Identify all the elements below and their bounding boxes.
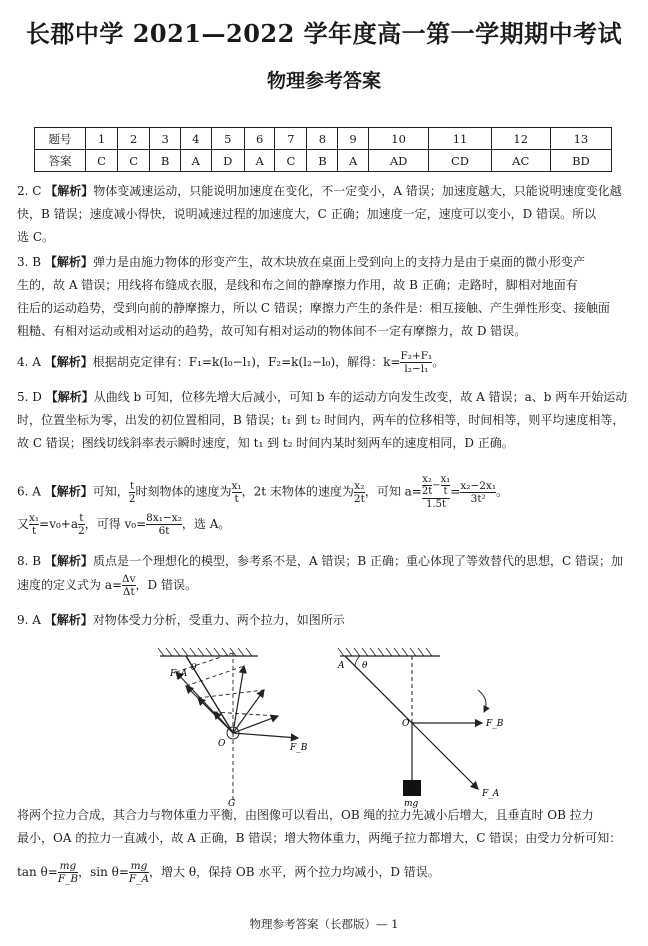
text: 粗糙、有相对运动或相对运动的趋势，故可知有相对运动的物体间不一定有摩擦力，故 D 错误。 <box>17 324 527 338</box>
answer-cell: A <box>338 150 368 172</box>
force-diagram <box>0 638 648 808</box>
answer-6-line-1: 6. A 【解析】可知， $\frac{t}{2}$ 时刻物体的速度为 $\frac{\text{x₁}}{t}$ ，2t 末物体的速度为 $\frac{\text{x₂}}{2t}$ ，可知 a= $\frac{\text{x₂}}{2t}$ − $\frac{\text{x₁}}{t}$ 1.5t = $\frac{\text{x₂−2x₁}}{\text{3t²}}$ 。 <box>17 474 509 510</box>
answer-table <box>34 127 612 172</box>
text: 快，B 错误；速度减小得快，说明减速过程的加速度大，C 正确；加速度一定，速度可以变小，D 错误。所以 <box>17 207 597 221</box>
question-number-cell: 2 <box>118 128 150 150</box>
answer-5: 5. D 【解析】从曲线 b 可知，位移先增大后减小，可知 b 车的运动方向发生改变，故 A 错误；a、b 两车开始运动 时，位置坐标为零，出发的初位置相同，B 错误；t₁ 到 t₂ 时间内，两车的位移相等，时间相等，则平均速度相等， 故 C 错误；图线切线斜率表示瞬时速度，知 t₁ 到 t₂ 时间内某时刻两车的速度相同，D 正确。 <box>17 390 628 450</box>
question-number-cell: 1 <box>86 128 118 150</box>
question-number-cell: 5 <box>211 128 244 150</box>
row-label: 题号 <box>35 128 86 150</box>
label-fb: F_B <box>290 743 308 753</box>
answer-9-line-3: tan θ= $\frac{mg}{F\_B}$ ，sin θ= $\frac{mg}{F\_A}$ ，增大 θ，保持 OB 水平，两个拉力均减小，D 错误。 <box>17 860 440 885</box>
page-subtitle: 物理参考答案 <box>266 70 381 92</box>
answer-cell: C <box>275 150 307 172</box>
answer-cell: A <box>244 150 274 172</box>
fraction: $\frac{\text{F₂+F₁}}{\text{l₂−l₁}}$ <box>400 350 433 375</box>
question-number: 2. C <box>17 184 42 198</box>
question-number-cell: 13 <box>550 128 611 150</box>
table-row <box>35 128 612 150</box>
answer-cell: C <box>118 150 150 172</box>
label-fa: F_A <box>482 789 500 799</box>
answer-cell: AC <box>491 150 550 172</box>
answer-cell: C <box>86 150 118 172</box>
question-number-cell: 7 <box>275 128 307 150</box>
answer-9-intro: 9. A 【解析】对物体受力分析，受重力、两个拉力，如图所示 <box>17 613 345 627</box>
answer-9-body: 将两个拉力合成，其合力与物体重力平衡，由图像可以看出，OB 绳的拉力先减小后增大，且垂直时 OB 拉力 最小，OA 的拉力一直减小，故 A 正确，B 错误；增大物体重力，两绳子拉力都增大，C 错误；由受力分析可知： <box>17 808 622 845</box>
answer-6-line-2: 又 $\frac{\text{x₁}}{t}$ =v₀+a $\frac{t}{2}$ ，可得 v₀= $\frac{\text{8x₁−x₂}}{6t}$ ，选 A。 <box>17 512 231 537</box>
label-fb: F_B <box>486 719 504 729</box>
question-number-cell: 12 <box>491 128 550 150</box>
question-number-cell: 11 <box>429 128 491 150</box>
analysis-tag: 【解析】 <box>44 255 93 269</box>
text: 选 C。 <box>17 230 54 244</box>
label-theta: θ <box>362 661 368 671</box>
page-title: 长郡中学 2021—2022 学年度高一第一学期期中考试 <box>25 19 623 48</box>
text: 物体变减速运动，只能说明加速度在变化，不一定变小，A 错误；加速度越大，只能说明速度变化越 <box>93 184 622 198</box>
text: 往后的运动趋势，受到向前的静摩擦力，所以 C 错误；摩擦力产生的条件是：相互接触、产生弹性形变、接触面 <box>17 301 610 315</box>
label-o: O <box>402 719 410 729</box>
row-label: 答案 <box>35 150 86 172</box>
question-number-cell: 10 <box>368 128 429 150</box>
answer-cell: D <box>211 150 244 172</box>
answer-2 <box>17 180 633 249</box>
question-number-cell: 9 <box>338 128 368 150</box>
answer-3 <box>17 251 633 343</box>
answer-cell: B <box>307 150 338 172</box>
answer-cell: BD <box>550 150 611 172</box>
question-number: 3. B <box>17 255 42 269</box>
answer-cell: B <box>150 150 181 172</box>
answer-4: 4. A 【解析】根据胡克定律有：F₁=k(l₀−l₁)，F₂=k(l₂−l₀)，解得：k= $\frac{\text{F₂+F₁}}{\text{l₂−l₁}}$ 。 <box>17 350 445 375</box>
question-number-cell: 4 <box>181 128 211 150</box>
left-diagram <box>158 648 308 808</box>
label-theta: θ <box>191 663 197 673</box>
table-row <box>35 150 612 172</box>
label-fa: F_A <box>170 669 188 679</box>
label-g: G <box>228 799 236 808</box>
analysis-tag: 【解析】 <box>45 184 94 198</box>
text: 弹力是由施力物体的形变产生，故木块放在桌面上受到向上的支持力是由于桌面的微小形变产 <box>92 255 585 269</box>
question-number-cell: 6 <box>244 128 274 150</box>
question-number-cell: 3 <box>150 128 181 150</box>
answer-cell: AD <box>368 150 429 172</box>
label-mg: mg <box>404 799 419 808</box>
label-a: A <box>338 661 345 671</box>
page-footer: 物理参考答案（长郡版）— 1 <box>249 917 399 931</box>
label-o: O <box>218 739 226 749</box>
answer-cell: CD <box>429 150 491 172</box>
text: 生的，故 A 错误；用线将布缝成衣服，是线和布之间的静摩擦力作用，故 B 正确；走路时，脚相对地面有 <box>17 278 578 292</box>
answer-cell: A <box>181 150 211 172</box>
question-number-cell: 8 <box>307 128 338 150</box>
answer-8: 8. B 【解析】质点是一个理想化的模型，参考系不是，A 错误；B 正确；重心体现了等效替代的思想，C 错误；加 速度的定义式为 a= $\frac{\Delta v}{\Delta t}$ ，D 错误。 <box>17 554 624 598</box>
right-diagram <box>337 648 504 808</box>
